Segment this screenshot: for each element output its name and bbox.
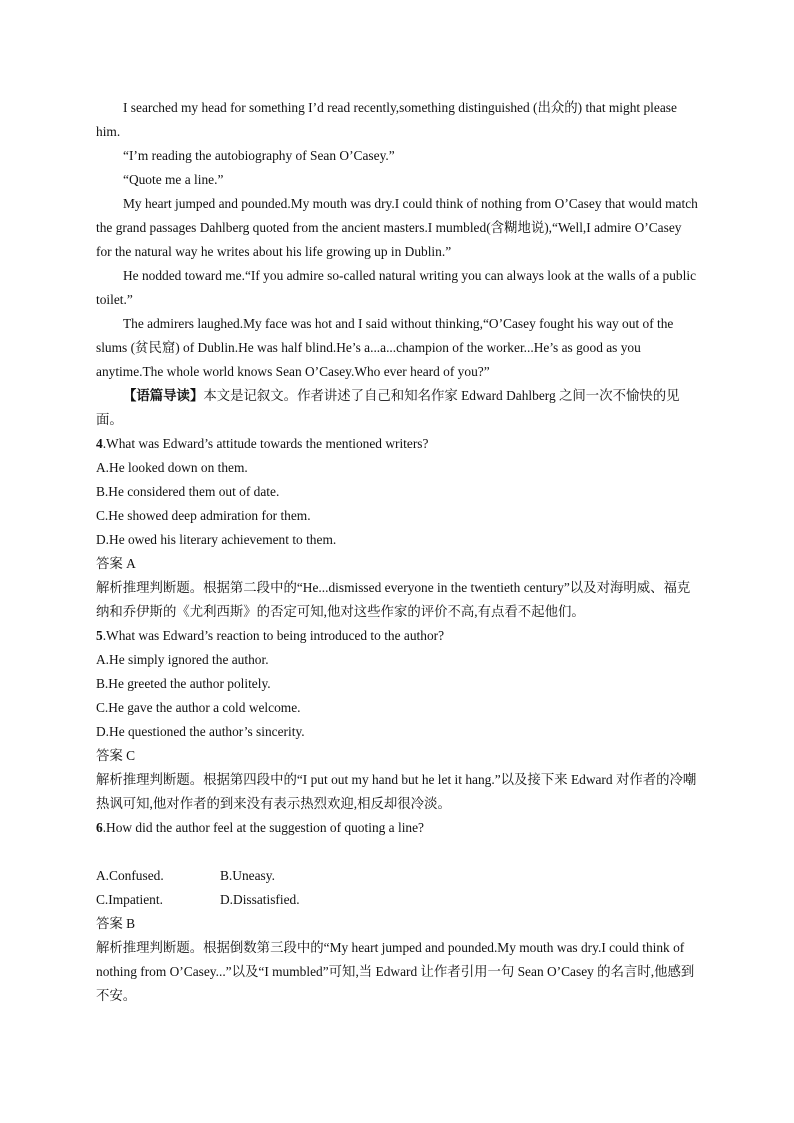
option-a: A.Confused. xyxy=(96,868,164,883)
passage-paragraph: My heart jumped and pounded.My mouth was dry.I could think of nothing from O’Casey that would match the grand passages Dahlberg quoted from the ancient masters.I mumbled(含糊地说),“Well,I admire O’Casey for the natural way he writes about his life growing up in Dublin.” xyxy=(96,196,698,259)
question-stem: 4.What was Edward’s attitude towards the mentioned writers? xyxy=(96,436,429,451)
reading-guide-label: 【语篇导读】 xyxy=(123,388,204,403)
option-d: D.He questioned the author’s sincerity. xyxy=(96,724,305,739)
reading-guide-text: 本文是记叙文。作者讲述了自己和知名作家 Edward Dahlberg 之间一次不愉快的见面。 xyxy=(96,388,680,427)
option-a: A.He simply ignored the author. xyxy=(96,652,269,667)
question-5 xyxy=(96,624,700,816)
passage xyxy=(96,96,700,384)
option-c: C.He gave the author a cold welcome. xyxy=(96,700,301,715)
options-row xyxy=(96,864,700,888)
passage-paragraph: “Quote me a line.” xyxy=(123,172,224,187)
answer: 答案 B xyxy=(96,916,136,931)
passage-paragraph: I searched my head for something I’d read recently,something distinguished (出众的) that might please him. xyxy=(96,100,677,139)
question-6 xyxy=(96,816,700,1008)
passage-paragraph: The admirers laughed.My face was hot and I said without thinking,“O’Casey fought his way out of the slums (贫民窟) of Dublin.He was half blind.He’s a...a...champion of the worker...He’s as good as you anytime.The whole world knows Sean O’Casey.Who ever heard of you?” xyxy=(96,316,674,379)
option-b: B.He considered them out of date. xyxy=(96,484,280,499)
question-stem: 6.How did the author feel at the suggestion of quoting a line? xyxy=(96,820,424,835)
answer: 答案 C xyxy=(96,748,136,763)
option-d: D.Dissatisfied. xyxy=(220,892,300,907)
blank-line xyxy=(96,840,700,864)
document-page xyxy=(96,96,700,1008)
question-number: 5 xyxy=(96,628,103,643)
passage-paragraph: “I’m reading the autobiography of Sean O’Casey.” xyxy=(123,148,395,163)
question-number: 4 xyxy=(96,436,103,451)
question-number: 6 xyxy=(96,820,103,835)
reading-guide xyxy=(96,384,700,432)
option-c: C.He showed deep admiration for them. xyxy=(96,508,311,523)
option-b: B.Uneasy. xyxy=(220,868,275,883)
question-stem: 5.What was Edward’s reaction to being introduced to the author? xyxy=(96,628,445,643)
answer: 答案 A xyxy=(96,556,136,571)
option-a: A.He looked down on them. xyxy=(96,460,248,475)
option-b: B.He greeted the author politely. xyxy=(96,676,271,691)
option-c: C.Impatient. xyxy=(96,892,163,907)
option-d: D.He owed his literary achievement to them. xyxy=(96,532,337,547)
passage-paragraph: He nodded toward me.“If you admire so-called natural writing you can always look at the walls of a public toilet.” xyxy=(96,268,697,307)
analysis: 解析推理判断题。根据第二段中的“He...dismissed everyone in the twentieth century”以及对海明威、福克纳和乔伊斯的《尤利西斯》的否定可知,他对这些作家的评价不高,有点看不起他们。 xyxy=(96,580,691,619)
question-4 xyxy=(96,432,700,624)
analysis: 解析推理判断题。根据第四段中的“I put out my hand but he let it hang.”以及接下来 Edward 对作者的冷嘲热讽可知,他对作者的到来没有表示热烈欢迎,相反却很冷淡。 xyxy=(96,772,697,811)
options-row xyxy=(96,888,700,912)
analysis: 解析推理判断题。根据倒数第三段中的“My heart jumped and pounded.My mouth was dry.I could think of nothing from O’Casey...”以及“I mumbled”可知,当 Edward 让作者引用一句 Sean O’Casey 的名言时,他感到不安。 xyxy=(96,940,695,1003)
